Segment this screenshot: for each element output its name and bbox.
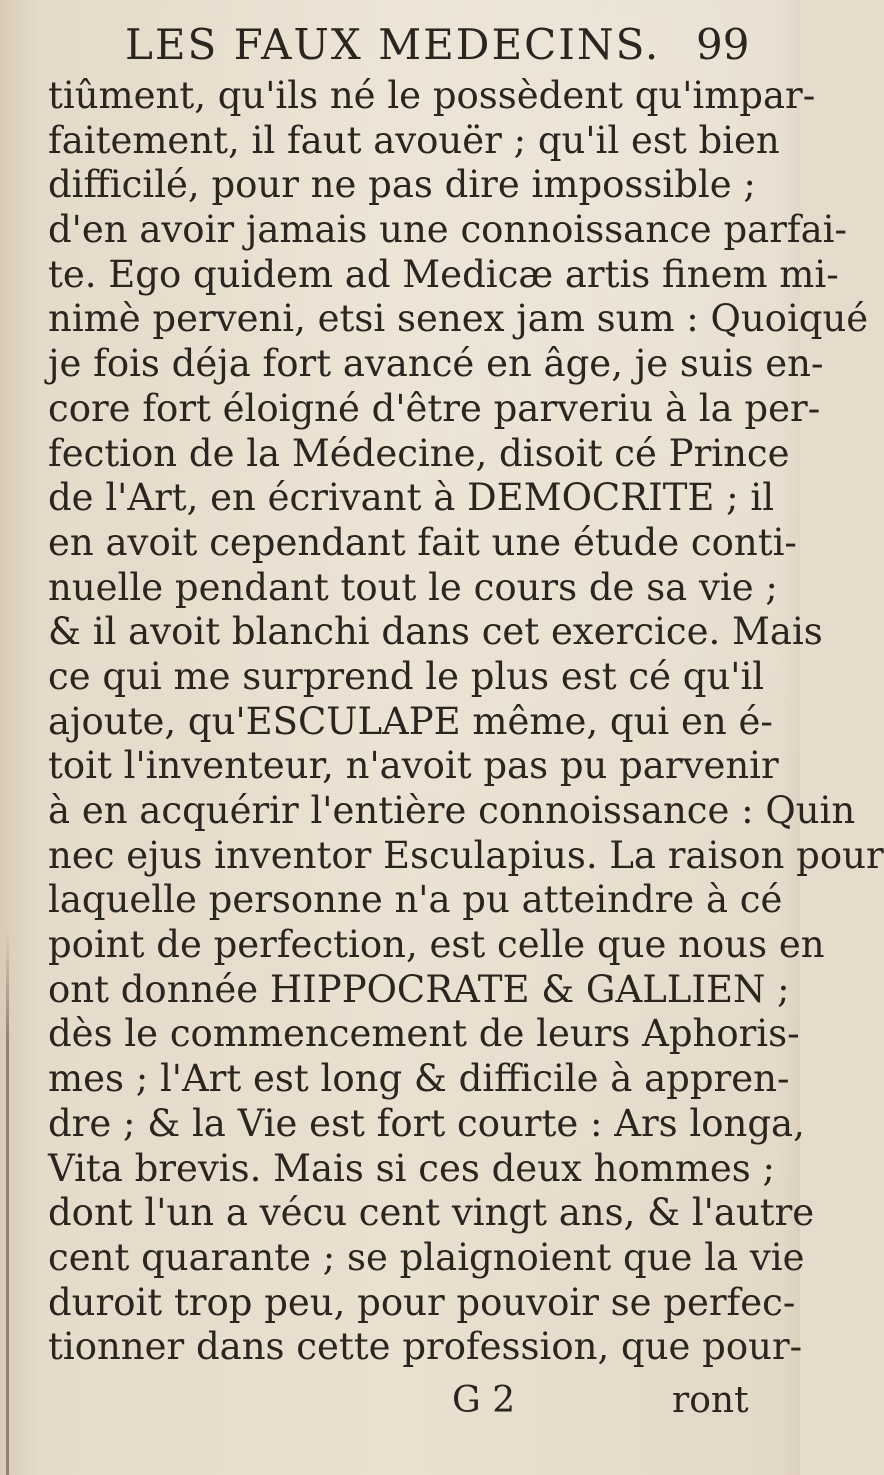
body-text bbox=[48, 74, 884, 1370]
text-line: ont donnée HIPPOCRATE & GALLIEN ; bbox=[48, 967, 790, 1011]
text-line: dès le commencement de leurs Aphoris- bbox=[48, 1012, 800, 1056]
text-line: Vita brevis. Mais si ces deux hommes ; bbox=[48, 1146, 776, 1190]
text-line: en avoit cependant fait une étude conti- bbox=[48, 520, 797, 564]
text-line: tionner dans cette profession, que pour- bbox=[48, 1325, 803, 1369]
text-line: & il avoit blanchi dans cet exercice. Mais bbox=[48, 610, 823, 654]
text-line: nimè perveni, etsi senex jam sum : Quoiqué bbox=[48, 297, 869, 341]
text-line: ajoute, qu'ESCULAPE même, qui en é- bbox=[48, 699, 773, 743]
text-line: faitement, il faut avouër ; qu'il est bien bbox=[48, 118, 780, 162]
page-number: 99 bbox=[696, 20, 750, 69]
signature-mark: G 2 bbox=[452, 1380, 516, 1421]
text-line: d'en avoir jamais une connoissance parfai- bbox=[48, 208, 847, 252]
text-line: tiûment, qu'ils né le possèdent qu'impar- bbox=[48, 74, 816, 117]
catchword: ront bbox=[672, 1380, 749, 1421]
text-line: point de perfection, est celle que nous en bbox=[48, 923, 825, 967]
text-line: duroit trop peu, pour pouvoir se perfec- bbox=[48, 1280, 796, 1324]
text-line: core fort éloigné d'être parveriu à la per- bbox=[48, 386, 821, 430]
text-line: cent quarante ; se plaignoient que la vie bbox=[48, 1235, 805, 1279]
page-footer bbox=[0, 1380, 800, 1430]
text-line: à en acquérir l'entière connoissance : Quin bbox=[48, 789, 856, 832]
running-head-title: LES FAUX MEDECINS. bbox=[125, 20, 661, 69]
text-line: de l'Art, en écrivant à DEMOCRITE ; il bbox=[48, 476, 775, 520]
text-line: mes ; l'Art est long & difficile à appren- bbox=[48, 1057, 790, 1101]
text-line: nec ejus inventor Esculapius. La raison pour bbox=[48, 833, 884, 877]
text-line: dont l'un a vécu cent vingt ans, & l'autre bbox=[48, 1191, 815, 1235]
text-line: toit l'inventeur, n'avoit pas pu parvenir bbox=[48, 744, 779, 788]
text-line: laquelle personne n'a pu atteindre à cé bbox=[48, 878, 783, 922]
text-line: fection de la Médecine, disoit cé Prince bbox=[48, 431, 790, 475]
text-line: je fois déja fort avancé en âge, je suis en- bbox=[48, 342, 824, 386]
text-line: dre ; & la Vie est fort courte : Ars longa, bbox=[48, 1101, 805, 1145]
text-line: difficilé, pour ne pas dire impossible ; bbox=[48, 163, 756, 207]
text-line: nuelle pendant tout le cours de sa vie ; bbox=[48, 565, 778, 609]
text-line: ce qui me surprend le plus est cé qu'il bbox=[48, 654, 765, 698]
text-line: te. Ego quidem ad Medicæ artis finem mi- bbox=[48, 252, 839, 296]
running-head bbox=[0, 14, 800, 74]
